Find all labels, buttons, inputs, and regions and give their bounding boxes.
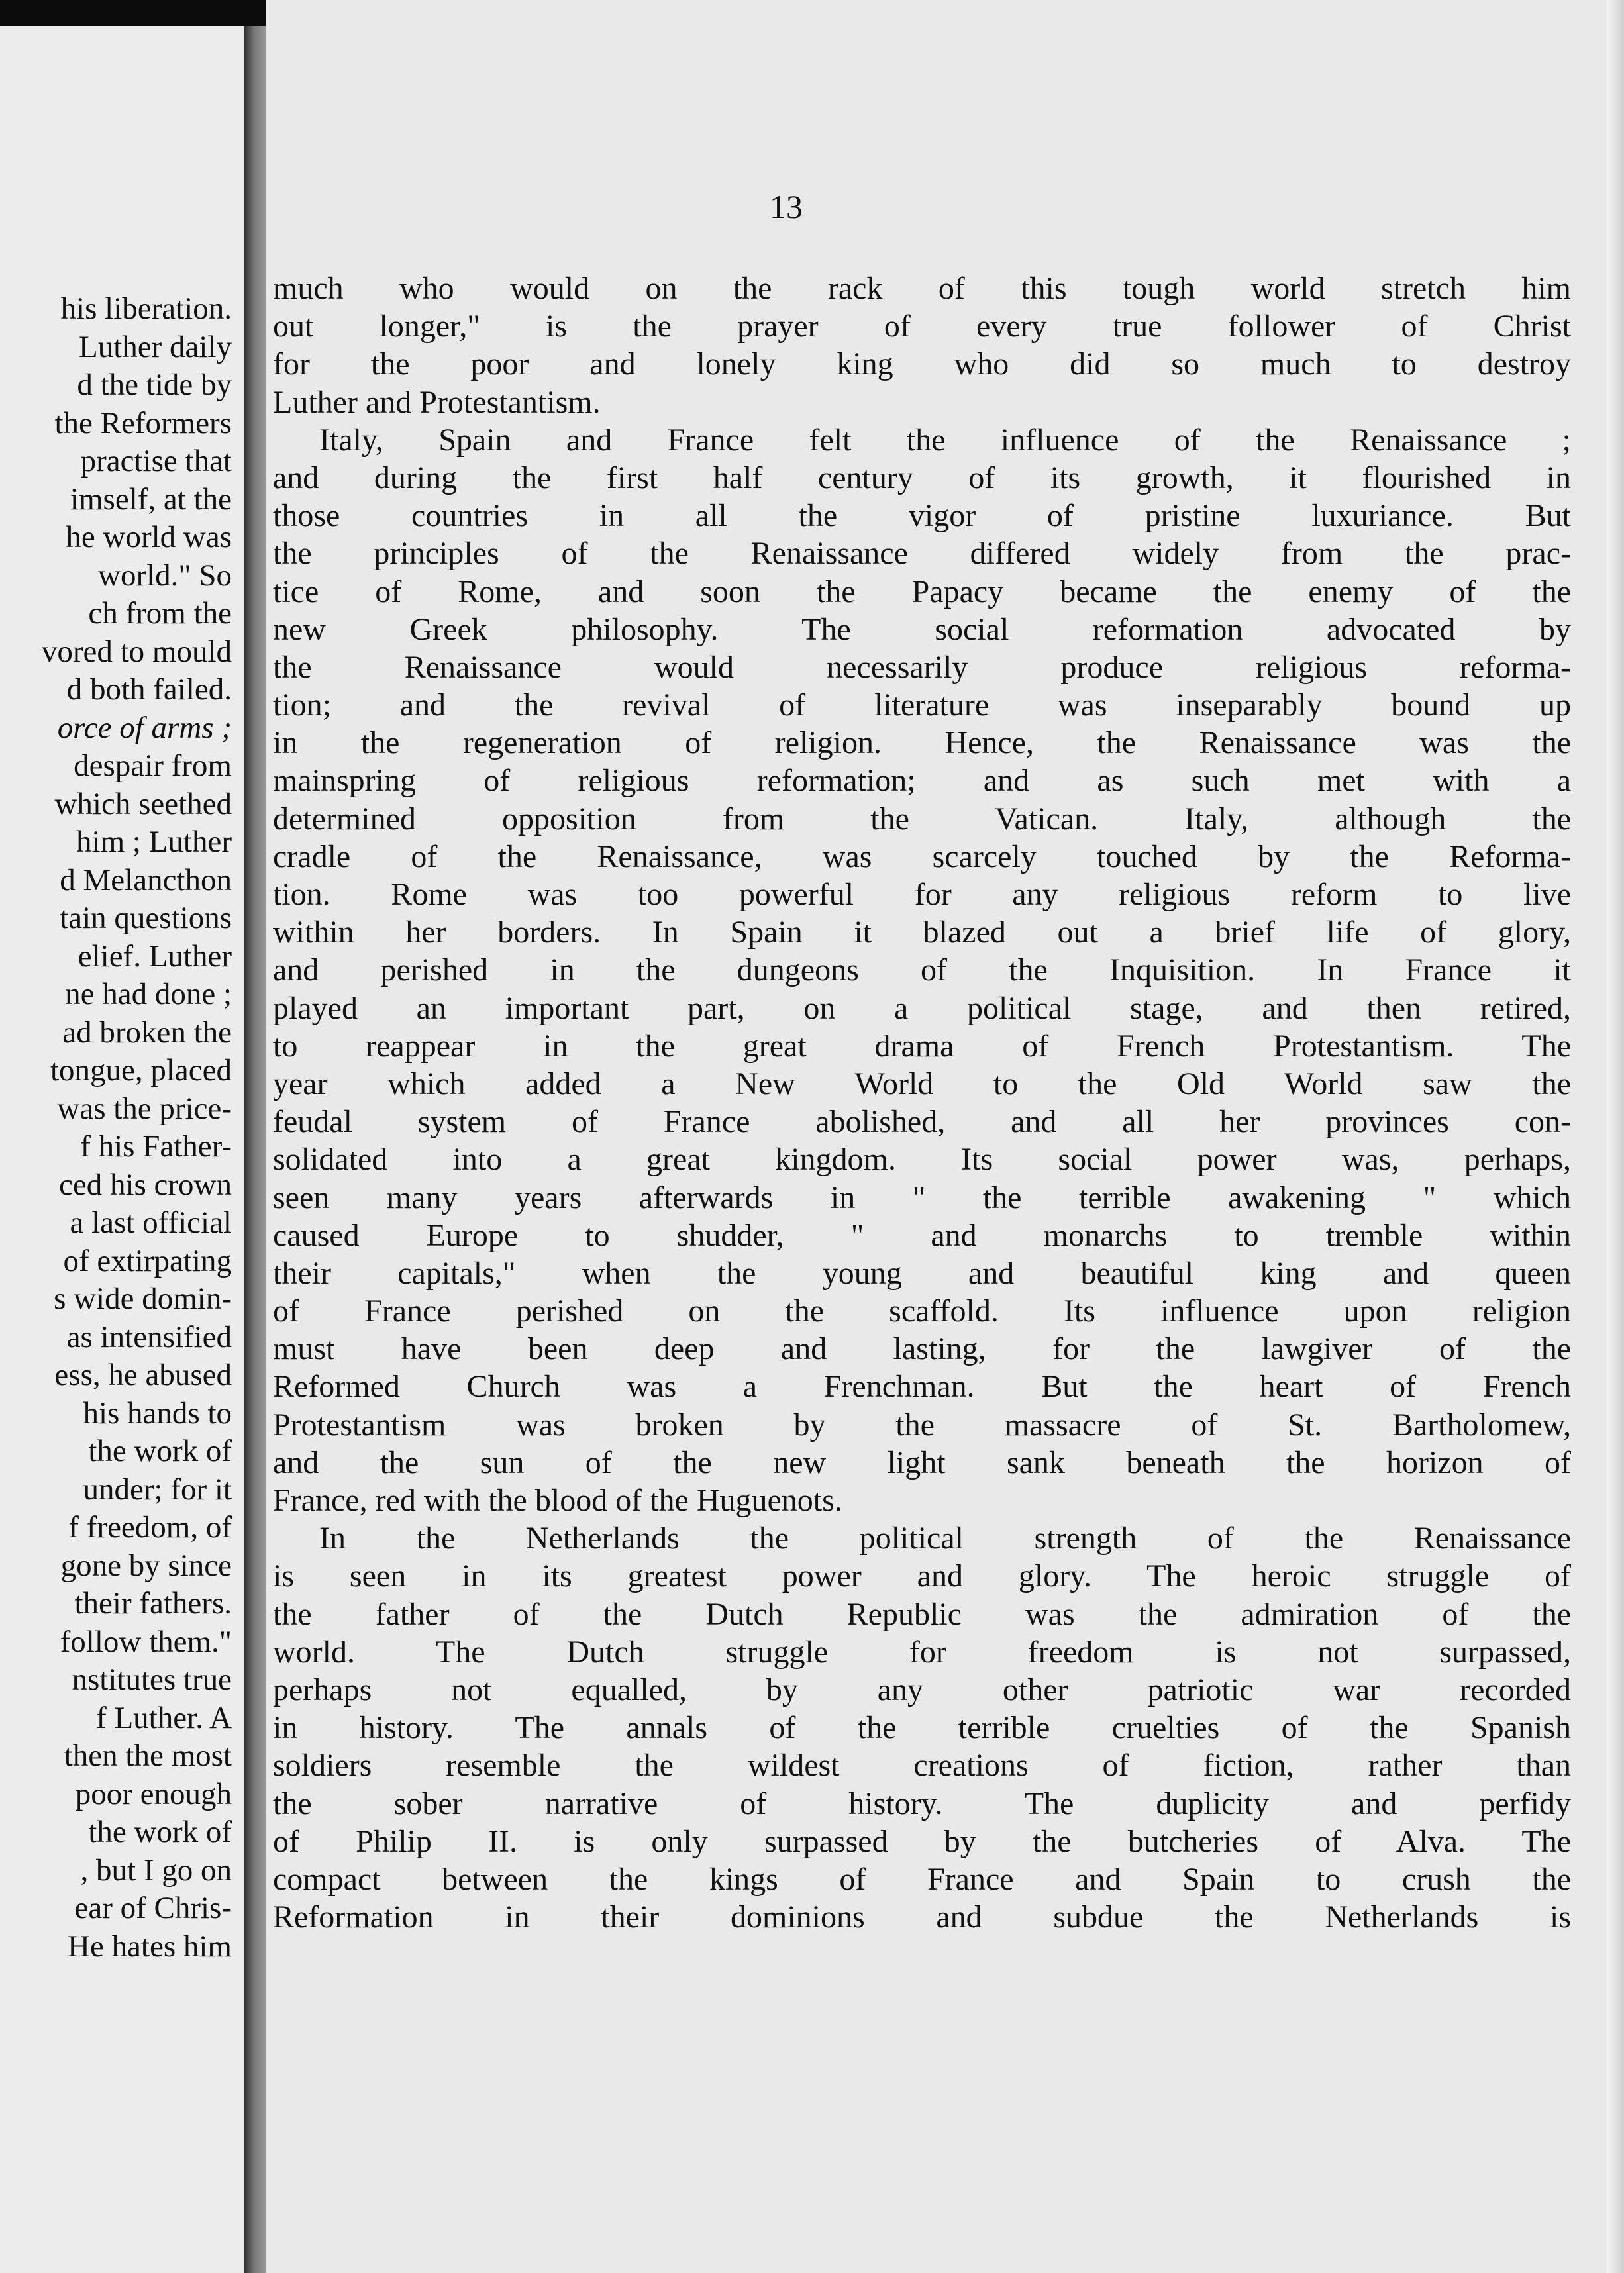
- body-text-line: of France perished on the scaffold. Its influence upon religion: [273, 1293, 1571, 1329]
- left-text-line: , but I go on: [80, 1852, 232, 1888]
- left-text-line: practise that: [80, 444, 232, 478]
- body-text-line: caused Europe to shudder, " and monarchs to tremble within: [273, 1217, 1571, 1253]
- left-text-line: under; for it: [83, 1472, 232, 1507]
- body-text-line: in the regeneration of religion. Hence, the Renaissance was the: [273, 725, 1571, 761]
- body-text-line: seen many years afterwards in " the terrible awakening " which: [273, 1180, 1571, 1215]
- body-text-line: cradle of the Renaissance, was scarcely touched by the Reforma-: [273, 838, 1571, 874]
- left-text-line: vored to mould: [41, 634, 232, 669]
- body-text-line: tice of Rome, and soon the Papacy became the enemy of the: [273, 574, 1571, 609]
- left-text-line: f Luther. A: [96, 1700, 232, 1735]
- left-text-line: the work of: [88, 1815, 232, 1849]
- body-text-line: the Renaissance would necessarily produce religious reforma-: [273, 649, 1571, 685]
- page-number: 13: [770, 188, 803, 225]
- left-text-line: d Melancthon: [60, 862, 232, 897]
- body-text-line: mainspring of religious reformation; and as such met with a: [273, 763, 1571, 799]
- body-text-line: and during the first half century of its growth, it flourished in: [273, 460, 1571, 495]
- body-text-line: determined opposition from the Vatican. Italy, although the: [273, 801, 1571, 836]
- body-text-line: within her borders. In Spain it blazed out a brief life of glory,: [273, 915, 1571, 950]
- body-text-line: year which added a New World to the Old World saw the: [273, 1066, 1571, 1101]
- left-text-line: Luther daily: [78, 329, 232, 364]
- left-page-text: [42, 290, 232, 1966]
- body-text-line: much who would on the rack of this tough world stretch him: [273, 271, 1571, 306]
- left-text-line: poor enough: [75, 1776, 232, 1811]
- body-text-line: the father of the Dutch Republic was the admiration of the: [273, 1596, 1571, 1632]
- facing-page-left: [0, 26, 244, 2273]
- left-text-line: s wide domin-: [54, 1282, 232, 1316]
- body-text-line: their capitals," when the young and beautiful king and queen: [273, 1255, 1571, 1291]
- left-text-line: f his Father-: [80, 1129, 232, 1164]
- body-text-line: Protestantism was broken by the massacre of St. Bartholomew,: [273, 1407, 1571, 1442]
- page-body-text: [273, 270, 1571, 1936]
- body-text-line: Reformed Church was a Frenchman. But the heart of French: [273, 1369, 1571, 1405]
- left-text-line: orce of arms ;: [57, 710, 232, 745]
- left-text-line: their fathers.: [74, 1586, 232, 1621]
- body-text-line: world. The Dutch struggle for freedom is not surpassed,: [273, 1634, 1571, 1670]
- left-text-line: world." So: [98, 558, 232, 593]
- left-text-line: him ; Luther: [76, 825, 232, 859]
- body-text-line: and perished in the dungeons of the Inquisition. In France it: [273, 952, 1571, 988]
- left-text-line: the work of: [88, 1434, 232, 1468]
- body-text-line: compact between the kings of France and Spain to crush the: [273, 1861, 1571, 1897]
- body-text-line: Luther and Protestantism.: [273, 384, 601, 420]
- body-text-line: solidated into a great kingdom. Its social power was, perhaps,: [273, 1142, 1571, 1178]
- body-text-line: soldiers resemble the wildest creations of fiction, rather than: [273, 1748, 1571, 1784]
- left-text-line: ced his crown: [58, 1167, 232, 1202]
- left-text-line: ne had done ;: [65, 977, 232, 1011]
- left-text-line: d both failed.: [66, 672, 232, 707]
- body-text-line: for the poor and lonely king who did so much to destroy: [273, 346, 1571, 382]
- body-text-line: out longer," is the prayer of every true follower of Christ: [273, 309, 1571, 344]
- left-text-line: elief. Luther: [77, 938, 232, 974]
- body-text-line: of Philip II. is only surpassed by the butcheries of Alva. The: [273, 1823, 1571, 1859]
- body-text-line: Reformation in their dominions and subdue the Netherlands is: [273, 1899, 1571, 1935]
- left-text-line: tain questions: [60, 901, 232, 935]
- left-text-line: he world was: [66, 520, 232, 554]
- body-text-line: those countries in all the vigor of pristine luxuriance. But: [273, 498, 1571, 534]
- body-text-line: tion; and the revival of literature was inseparably bound up: [273, 687, 1571, 723]
- left-text-line: then the most: [64, 1739, 232, 1773]
- left-text-line: ch from the: [88, 596, 232, 631]
- book-gutter: [244, 26, 266, 2273]
- body-text-line: in history. The annals of the terrible cruelties of the Spanish: [273, 1710, 1571, 1746]
- body-text-line: Italy, Spain and France felt the influence of the Renaissance ;: [319, 422, 1571, 458]
- left-text-line: tongue, placed: [50, 1053, 232, 1087]
- left-text-line: which seethed: [54, 786, 232, 821]
- body-text-line: In the Netherlands the political strength of the Renaissance: [319, 1521, 1571, 1556]
- left-text-line: was the price-: [57, 1091, 232, 1126]
- body-text-line: new Greek philosophy. The social reformation advocated by: [273, 611, 1571, 647]
- left-text-line: of extirpating: [63, 1243, 232, 1278]
- body-text-line: to reappear in the great drama of French Protestantism. The: [273, 1028, 1571, 1064]
- body-text-line: France, red with the blood of the Huguenots.: [273, 1483, 842, 1518]
- left-text-line: follow them.": [60, 1624, 232, 1659]
- left-text-line: the Reformers: [54, 405, 232, 440]
- page-right: [266, 0, 1624, 2273]
- left-text-line: a last official: [70, 1205, 232, 1240]
- body-text-line: played an important part, on a political stage, and then retired,: [273, 990, 1571, 1026]
- body-text-line: the principles of the Renaissance differed widely from the prac-: [273, 536, 1571, 572]
- left-text-line: gone by since: [60, 1548, 232, 1583]
- left-text-line: He hates him: [68, 1929, 232, 1964]
- body-text-line: feudal system of France abolished, and all her provinces con-: [273, 1104, 1571, 1140]
- left-text-line: his hands to: [83, 1395, 232, 1431]
- body-text-line: is seen in its greatest power and glory. The heroic struggle of: [273, 1558, 1571, 1594]
- body-text-line: the sober narrative of history. The duplicity and perfidy: [273, 1786, 1571, 1821]
- left-text-line: his liberation.: [60, 291, 232, 326]
- left-text-line: f freedom, of: [68, 1510, 232, 1544]
- body-text-line: must have been deep and lasting, for the lawgiver of the: [273, 1331, 1571, 1367]
- left-text-line: as intensified: [66, 1319, 232, 1354]
- left-text-line: ad broken the: [62, 1015, 232, 1050]
- left-text-line: ess, he abused: [54, 1358, 232, 1392]
- body-text-line: tion. Rome was too powerful for any religious reform to live: [273, 877, 1571, 912]
- left-text-line: imself, at the: [70, 481, 232, 517]
- body-text-line: perhaps not equalled, by any other patriotic war recorded: [273, 1672, 1571, 1707]
- left-text-line: nstitutes true: [72, 1662, 232, 1697]
- left-text-line: d the tide by: [77, 368, 232, 402]
- left-text-line: ear of Chris-: [74, 1891, 232, 1925]
- left-text-line: despair from: [74, 748, 232, 783]
- body-text-line: and the sun of the new light sank beneath the horizon of: [273, 1444, 1571, 1480]
